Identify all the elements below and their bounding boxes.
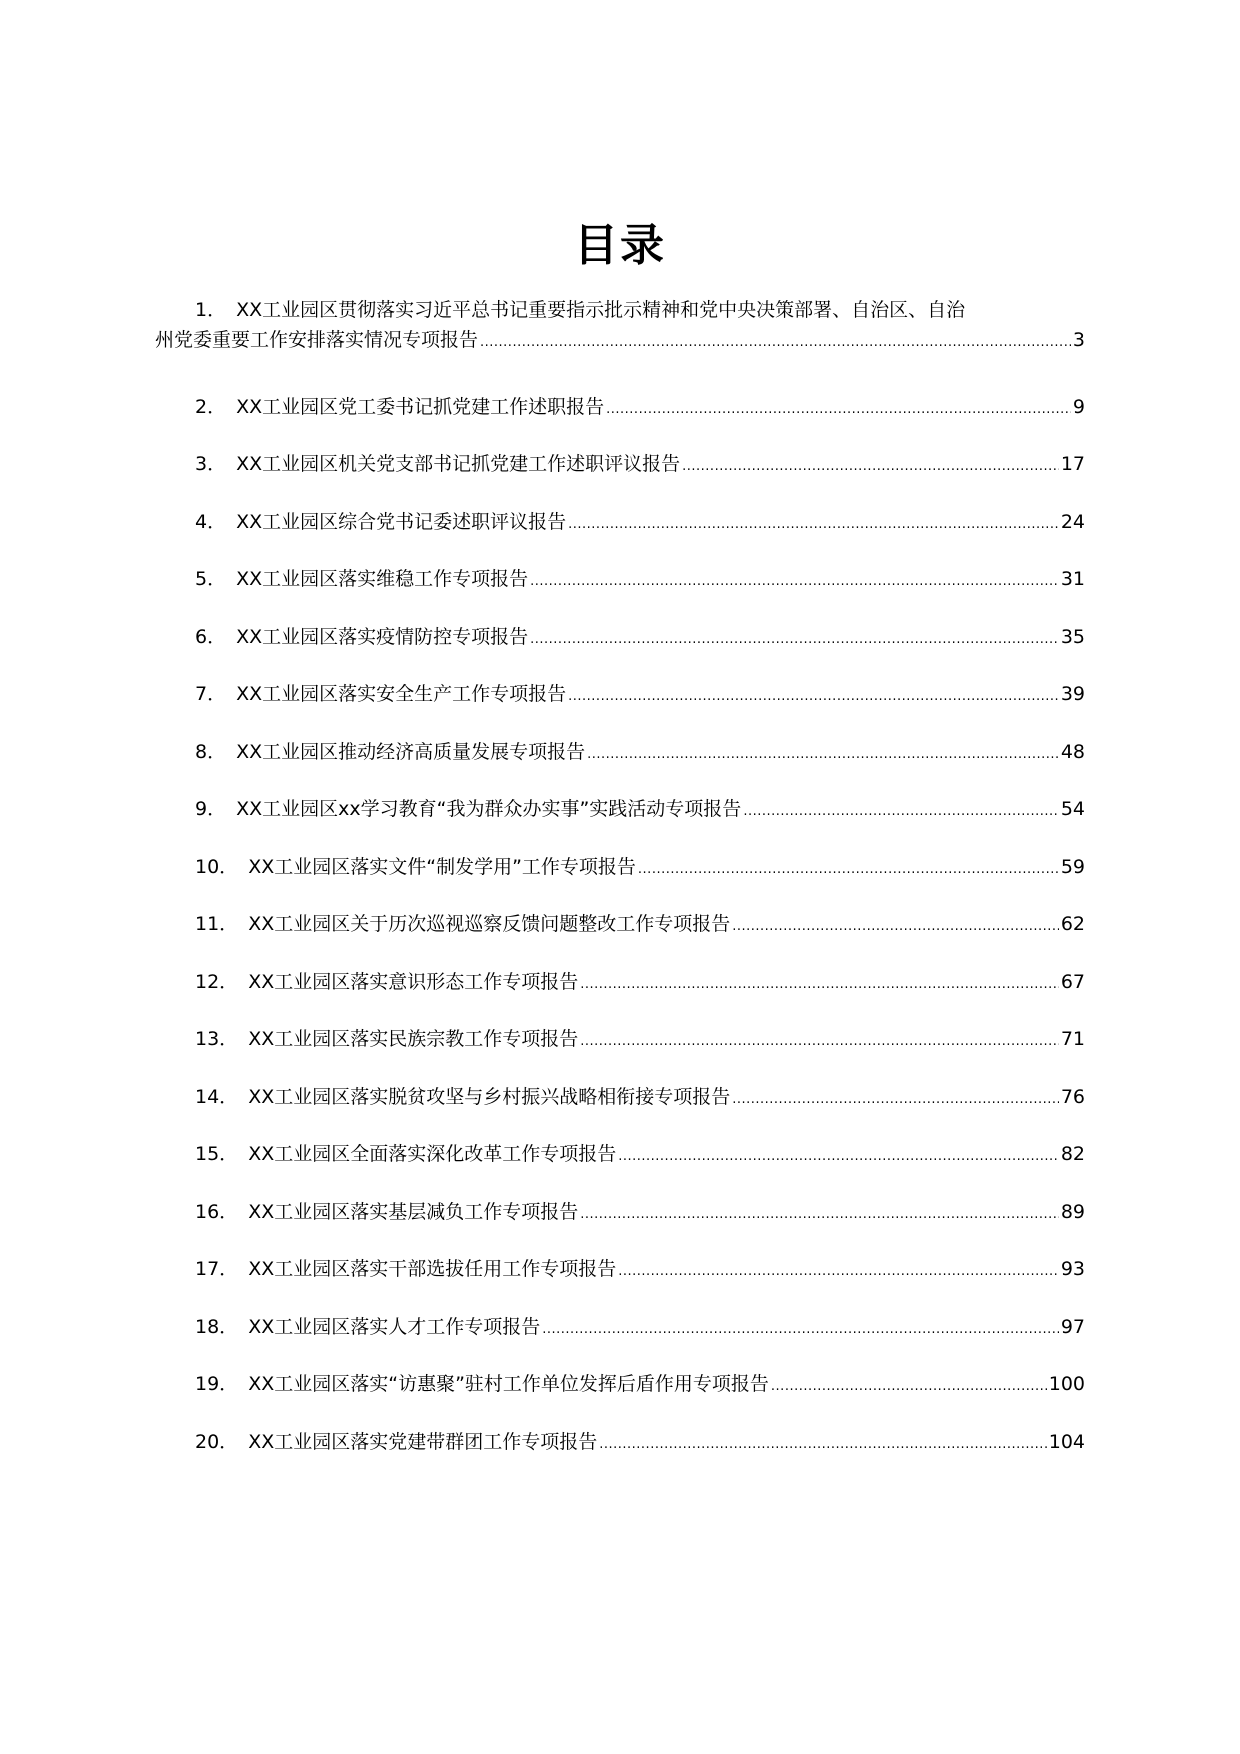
toc-entry-title: XX工业园区推动经济高质量发展专项报告 bbox=[236, 741, 586, 763]
toc-entry-title-continued: 州党委重要工作安排落实情况专项报告 bbox=[155, 329, 479, 351]
toc-entry-title: XX工业园区落实脱贫攻坚与乡村振兴战略相衔接专项报告 bbox=[248, 1086, 731, 1108]
toc-entry-line bbox=[155, 564, 1085, 597]
dot-leader bbox=[568, 510, 1059, 540]
toc-entry-title: XX工业园区全面落实深化改革工作专项报告 bbox=[248, 1143, 617, 1165]
toc-entry-title: XX工业园区落实维稳工作专项报告 bbox=[236, 568, 529, 590]
toc-entry-page: 93 bbox=[1060, 1258, 1085, 1280]
toc-entry-13[interactable] bbox=[155, 1024, 1085, 1057]
dot-leader bbox=[771, 1372, 1047, 1402]
toc-entry-page: 67 bbox=[1060, 971, 1085, 993]
toc-entry-line bbox=[155, 1254, 1085, 1287]
toc-entry-page: 100 bbox=[1048, 1373, 1085, 1395]
toc-entry-20[interactable] bbox=[155, 1427, 1085, 1460]
dot-leader bbox=[618, 1257, 1059, 1287]
toc-entry-line bbox=[155, 507, 1085, 540]
toc-entry-line bbox=[155, 449, 1085, 482]
dot-leader bbox=[530, 625, 1059, 655]
toc-entry-page: 59 bbox=[1060, 856, 1085, 878]
toc-entry-number: 17． bbox=[195, 1258, 239, 1280]
toc-entry-number: 7． bbox=[195, 683, 227, 705]
toc-entry-number: 10． bbox=[195, 856, 239, 878]
dot-leader bbox=[568, 682, 1059, 712]
toc-entry-number: 6． bbox=[195, 626, 227, 648]
toc-entry-title: XX工业园区落实“访惠聚”驻村工作单位发挥后盾作用专项报告 bbox=[248, 1373, 769, 1395]
toc-entry-6[interactable] bbox=[155, 622, 1085, 655]
toc-entry-title: XX工业园区落实民族宗教工作专项报告 bbox=[248, 1028, 579, 1050]
toc-entry-line bbox=[155, 392, 1085, 425]
toc-entry-page: 82 bbox=[1060, 1143, 1085, 1165]
toc-entry-title: XX工业园区关于历次巡视巡察反馈问题整改工作专项报告 bbox=[248, 913, 731, 935]
toc-entry-number: 3． bbox=[195, 453, 227, 475]
toc-entry-title: XX工业园区贯彻落实习近平总书记重要指示批示精神和党中央决策部署、自治区、自治 bbox=[236, 299, 966, 321]
toc-entry-number: 1． bbox=[195, 299, 227, 321]
dot-leader bbox=[542, 1315, 1059, 1345]
dot-leader bbox=[530, 567, 1059, 597]
toc-entry-page: 54 bbox=[1060, 798, 1085, 820]
toc-entry-line bbox=[155, 1024, 1085, 1057]
toc-entry-10[interactable] bbox=[155, 852, 1085, 885]
dot-leader bbox=[638, 855, 1059, 885]
toc-entry-title: XX工业园区落实人才工作专项报告 bbox=[248, 1316, 541, 1338]
toc-entry-page: 71 bbox=[1060, 1028, 1085, 1050]
dot-leader bbox=[732, 912, 1059, 942]
toc-entry-12[interactable] bbox=[155, 967, 1085, 1000]
toc-entry-19[interactable] bbox=[155, 1369, 1085, 1402]
toc-entry-page: 31 bbox=[1060, 568, 1085, 590]
toc-entry-line bbox=[155, 794, 1085, 827]
toc-entry-line bbox=[155, 325, 1085, 358]
toc-entry-16[interactable] bbox=[155, 1197, 1085, 1230]
toc-entry-number: 19． bbox=[195, 1373, 239, 1395]
toc-entry-number: 16． bbox=[195, 1201, 239, 1223]
toc-entry-title: XX工业园区党工委书记抓党建工作述职报告 bbox=[236, 396, 605, 418]
toc-entry-line bbox=[155, 1139, 1085, 1172]
toc-entry-4[interactable] bbox=[155, 507, 1085, 540]
toc-entry-title: XX工业园区落实干部选拔任用工作专项报告 bbox=[248, 1258, 617, 1280]
toc-entry-line bbox=[155, 967, 1085, 1000]
toc-entry-7[interactable] bbox=[155, 679, 1085, 712]
toc-entry-title: XX工业园区落实文件“制发学用”工作专项报告 bbox=[248, 856, 636, 878]
toc-entry-title: XX工业园区落实基层减负工作专项报告 bbox=[248, 1201, 579, 1223]
toc-entry-18[interactable] bbox=[155, 1312, 1085, 1345]
toc-entry-8[interactable] bbox=[155, 737, 1085, 770]
toc-entry-page: 97 bbox=[1060, 1316, 1085, 1338]
toc-entry-line bbox=[155, 852, 1085, 885]
toc-entry-14[interactable] bbox=[155, 1082, 1085, 1115]
toc-entry-17[interactable] bbox=[155, 1254, 1085, 1287]
dot-leader bbox=[580, 1027, 1059, 1057]
toc-entry-line bbox=[155, 1082, 1085, 1115]
toc-entry-title: XX工业园区落实安全生产工作专项报告 bbox=[236, 683, 567, 705]
toc-entry-page: 9 bbox=[1072, 396, 1085, 418]
toc-entry-line bbox=[155, 1312, 1085, 1345]
dot-leader bbox=[732, 1085, 1059, 1115]
dot-leader bbox=[599, 1430, 1047, 1460]
toc-entry-page: 48 bbox=[1060, 741, 1085, 763]
toc-entry-page: 39 bbox=[1060, 683, 1085, 705]
toc-entry-page: 17 bbox=[1060, 453, 1085, 475]
toc-title: 目录 bbox=[574, 220, 666, 271]
toc-entry-line bbox=[155, 679, 1085, 712]
toc-entry-page: 35 bbox=[1060, 626, 1085, 648]
toc-entry-number: 12． bbox=[195, 971, 239, 993]
toc-entry-15[interactable] bbox=[155, 1139, 1085, 1172]
toc-entry-title: XX工业园区机关党支部书记抓党建工作述职评议报告 bbox=[236, 453, 681, 475]
toc-entry-number: 4． bbox=[195, 511, 227, 533]
toc-entry-title: XX工业园区落实意识形态工作专项报告 bbox=[248, 971, 579, 993]
toc-entry-line bbox=[155, 295, 1085, 325]
toc-entry-number: 2． bbox=[195, 396, 227, 418]
toc-entry-line bbox=[155, 1197, 1085, 1230]
toc-entry-number: 15． bbox=[195, 1143, 239, 1165]
toc-entry-2[interactable] bbox=[155, 392, 1085, 425]
toc-entry-title: XX工业园区落实党建带群团工作专项报告 bbox=[248, 1431, 598, 1453]
toc-entry-page: 104 bbox=[1048, 1431, 1085, 1453]
toc-entry-title: XX工业园区xx学习教育“我为群众办实事”实践活动专项报告 bbox=[236, 798, 742, 820]
toc-entry-number: 5． bbox=[195, 568, 227, 590]
dot-leader bbox=[580, 1200, 1059, 1230]
toc-entry-page: 62 bbox=[1060, 913, 1085, 935]
toc-entry-line bbox=[155, 737, 1085, 770]
dot-leader bbox=[480, 328, 1071, 358]
toc-entry-title: XX工业园区落实疫情防控专项报告 bbox=[236, 626, 529, 648]
toc-entry-number: 13． bbox=[195, 1028, 239, 1050]
toc-entry-line bbox=[155, 1427, 1085, 1460]
dot-leader bbox=[682, 452, 1059, 482]
toc-entry-title: XX工业园区综合党书记委述职评议报告 bbox=[236, 511, 567, 533]
dot-leader bbox=[618, 1142, 1059, 1172]
dot-leader bbox=[587, 740, 1059, 770]
toc-entry-9[interactable] bbox=[155, 794, 1085, 827]
toc-entry-page: 89 bbox=[1060, 1201, 1085, 1223]
toc-entry-11[interactable] bbox=[155, 909, 1085, 942]
toc-entry-page: 24 bbox=[1060, 511, 1085, 533]
toc-entry-line bbox=[155, 909, 1085, 942]
toc-entry-number: 18． bbox=[195, 1316, 239, 1338]
toc-entry-number: 14． bbox=[195, 1086, 239, 1108]
dot-leader bbox=[580, 970, 1059, 1000]
toc-entry-number: 8． bbox=[195, 741, 227, 763]
toc-entry-5[interactable] bbox=[155, 564, 1085, 597]
toc-entry-number: 11． bbox=[195, 913, 239, 935]
toc-entry-3[interactable] bbox=[155, 449, 1085, 482]
toc-entry-line bbox=[155, 1369, 1085, 1402]
toc-entry-page: 3 bbox=[1072, 329, 1085, 351]
dot-leader bbox=[743, 797, 1059, 827]
toc-entry-1[interactable] bbox=[155, 295, 1085, 358]
toc-entry-line bbox=[155, 622, 1085, 655]
dot-leader bbox=[606, 395, 1071, 425]
toc-entry-page: 76 bbox=[1060, 1086, 1085, 1108]
toc-entry-number: 20． bbox=[195, 1431, 239, 1453]
toc-entry-number: 9． bbox=[195, 798, 227, 820]
